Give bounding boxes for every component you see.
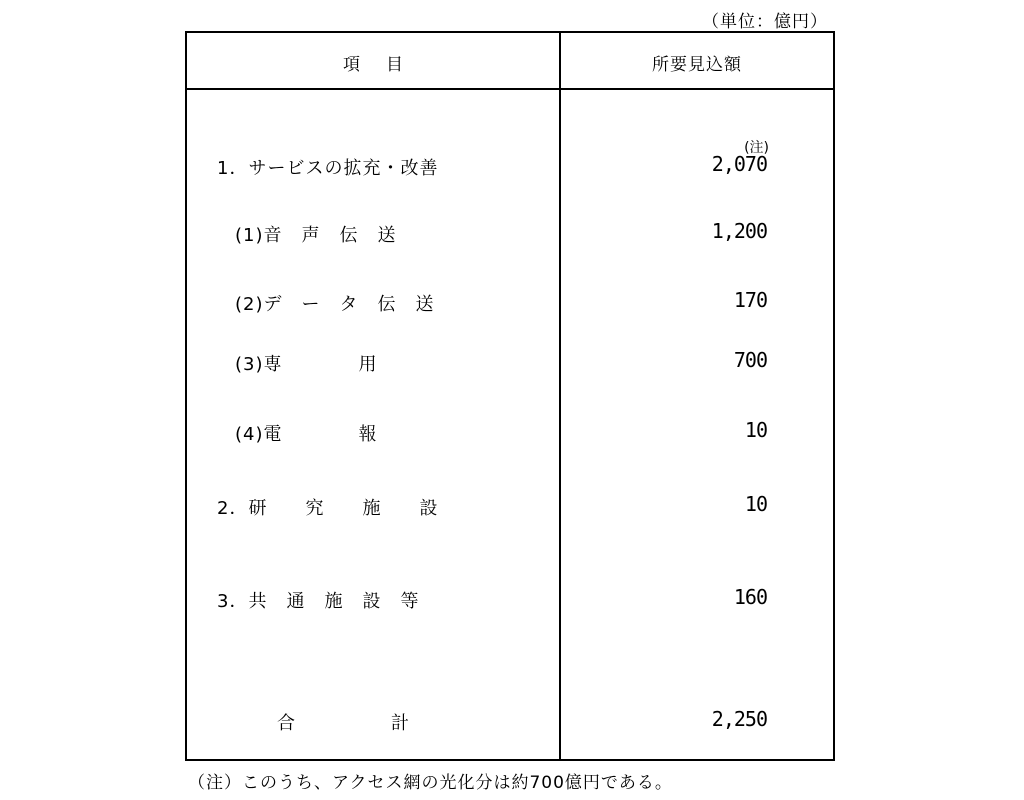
row-value-dedicated: 700	[733, 348, 767, 372]
row-value-total: 2,250	[711, 707, 767, 731]
row-value-research: 10	[744, 492, 767, 516]
row-label-dedicated: (3)専 用	[235, 354, 378, 375]
row-label-research: 2．研 究 施 設	[217, 498, 439, 519]
row-value-data: 170	[733, 288, 767, 312]
row-value-voice: 1,200	[711, 219, 767, 243]
row-label-service: 1．サービスの拡充・改善	[217, 158, 439, 179]
note-mark: (注)	[744, 140, 769, 156]
row-label-telegram: (4)電 報	[235, 424, 378, 445]
row-label-common: 3．共 通 施 設 等	[217, 591, 420, 612]
header-item: 項目	[343, 55, 429, 75]
row-label-total: 合 計	[277, 713, 410, 734]
row-label-voice: (1)音 声 伝 送	[235, 225, 397, 246]
header-amount: 所要見込額	[652, 55, 742, 75]
budget-table	[185, 31, 835, 761]
unit-label: （単位：億円）	[702, 12, 828, 32]
row-value-common: 160	[733, 585, 767, 609]
row-value-service: 2,070	[711, 152, 767, 176]
header-rule	[187, 88, 833, 90]
column-divider	[559, 33, 561, 759]
footnote: （注）このうち、アクセス網の光化分は約700億円である。	[188, 773, 673, 793]
row-label-data: (2)デ ー タ 伝 送	[235, 294, 435, 315]
row-value-telegram: 10	[744, 418, 767, 442]
